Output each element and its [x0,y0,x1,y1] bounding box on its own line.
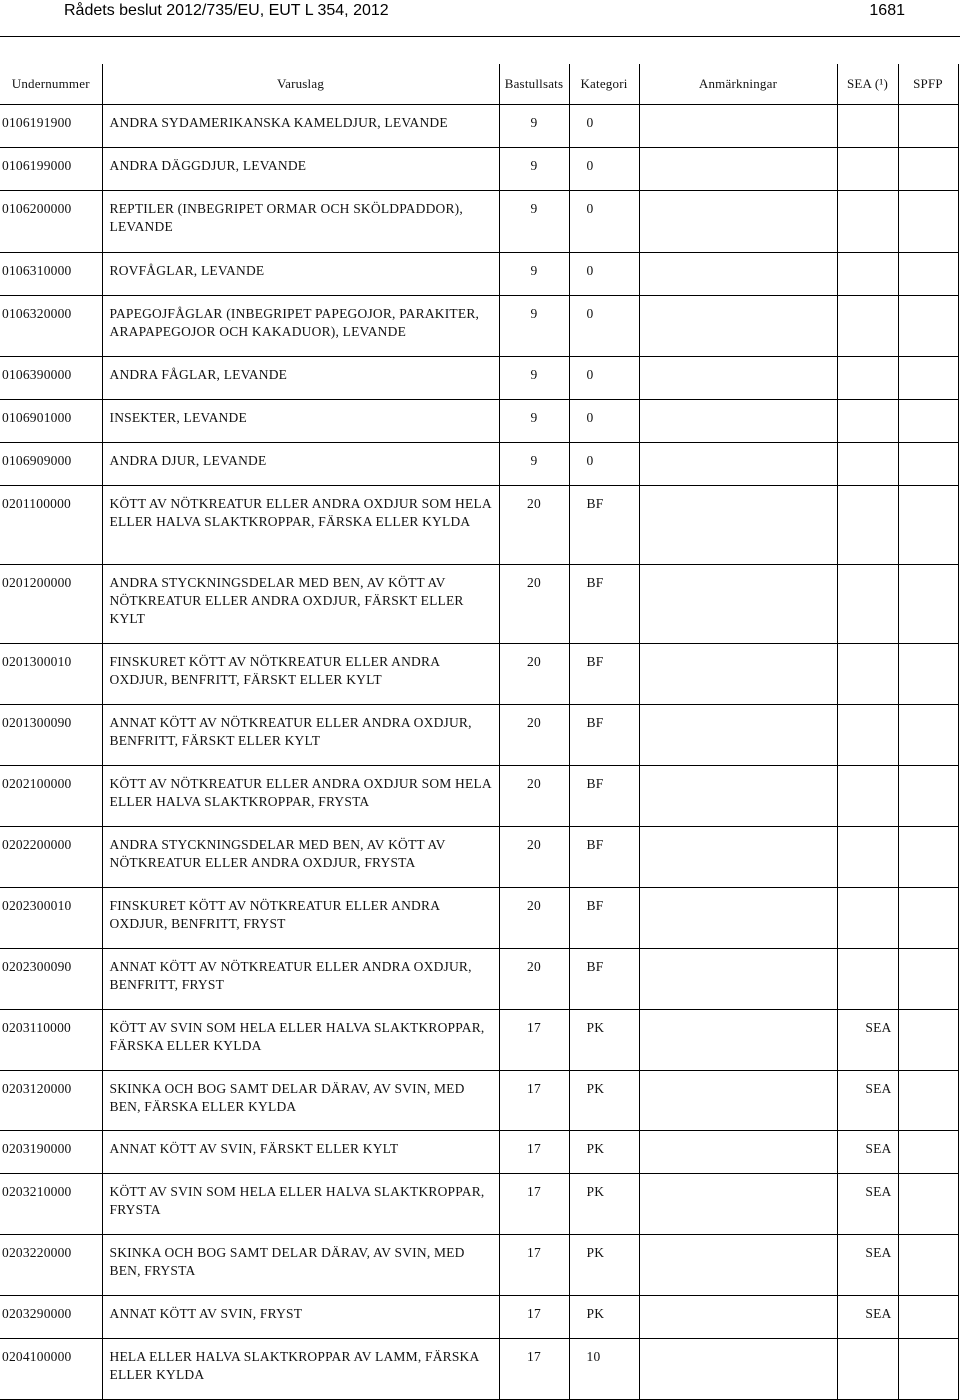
row-remarks [639,443,837,486]
row-code: 0201300090 [0,705,102,766]
row-description: ANNAT KÖTT AV SVIN, FÄRSKT ELLER KYLT [102,1131,499,1174]
row-code: 0201300010 [0,644,102,705]
row-category: 0 [569,357,639,400]
row-sea: SEA [837,1296,898,1339]
row-spfp [898,253,958,296]
row-category: PK [569,1235,639,1296]
row-remarks [639,565,837,644]
row-category: 0 [569,296,639,357]
row-sea: SEA [837,1235,898,1296]
row-description: FINSKURET KÖTT AV NÖTKREATUR ELLER ANDRA OXDJUR, BENFRITT, FÄRSKT ELLER KYLT [102,644,499,705]
row-base-rate: 17 [499,1174,569,1235]
row-base-rate: 17 [499,1339,569,1400]
column-header-varuslag: Varuslag [102,64,499,105]
table-row [0,644,958,705]
row-spfp [898,1071,958,1131]
row-category: 0 [569,400,639,443]
row-description: PAPEGOJFÅGLAR (INBEGRIPET PAPEGOJOR, PARAKITER, ARAPAPEGOJOR OCH KAKADUOR), LEVANDE [102,296,499,357]
table-row [0,1235,958,1296]
row-spfp [898,949,958,1010]
row-sea [837,400,898,443]
column-header-sea: SEA (¹) [837,64,898,105]
row-category: BF [569,565,639,644]
row-base-rate: 17 [499,1071,569,1131]
row-description: ANNAT KÖTT AV NÖTKREATUR ELLER ANDRA OXDJUR, BENFRITT, FRYST [102,949,499,1010]
row-description: ANNAT KÖTT AV NÖTKREATUR ELLER ANDRA OXDJUR, BENFRITT, FÄRSKT ELLER KYLT [102,705,499,766]
row-remarks [639,1174,837,1235]
row-sea [837,486,898,565]
table-row [0,1071,958,1131]
row-spfp [898,1174,958,1235]
row-sea [837,148,898,191]
row-base-rate: 17 [499,1010,569,1071]
row-base-rate: 9 [499,191,569,253]
table-row [0,443,958,486]
tariff-table [0,64,959,1400]
row-remarks [639,705,837,766]
row-code: 0106320000 [0,296,102,357]
row-code: 0106901000 [0,400,102,443]
row-sea [837,827,898,888]
row-base-rate: 20 [499,486,569,565]
row-code: 0203220000 [0,1235,102,1296]
row-code: 0202300010 [0,888,102,949]
row-spfp [898,1296,958,1339]
row-remarks [639,766,837,827]
row-spfp [898,486,958,565]
row-code: 0203190000 [0,1131,102,1174]
row-description: ROVFÅGLAR, LEVANDE [102,253,499,296]
row-base-rate: 20 [499,827,569,888]
row-spfp [898,1010,958,1071]
row-code: 0203110000 [0,1010,102,1071]
row-category: 0 [569,253,639,296]
row-description: ANDRA STYCKNINGSDELAR MED BEN, AV KÖTT AV NÖTKREATUR ELLER ANDRA OXDJUR, FÄRSKT ELLER KYLT [102,565,499,644]
row-category: 0 [569,191,639,253]
row-remarks [639,357,837,400]
row-remarks [639,400,837,443]
row-sea [837,443,898,486]
row-description: ANDRA DÄGGDJUR, LEVANDE [102,148,499,191]
row-spfp [898,443,958,486]
row-spfp [898,191,958,253]
page-title: Rådets beslut 2012/735/EU, EUT L 354, 2012 [64,2,389,19]
row-description: SKINKA OCH BOG SAMT DELAR DÄRAV, AV SVIN, MED BEN, FRYSTA [102,1235,499,1296]
row-remarks [639,253,837,296]
row-remarks [639,1131,837,1174]
column-header-bastullsats: Bastullsats [499,64,569,105]
row-remarks [639,888,837,949]
row-code: 0203290000 [0,1296,102,1339]
column-header-kategori: Kategori [569,64,639,105]
row-remarks [639,827,837,888]
table-row [0,357,958,400]
table-row [0,191,958,253]
row-base-rate: 9 [499,253,569,296]
row-description: SKINKA OCH BOG SAMT DELAR DÄRAV, AV SVIN, MED BEN, FÄRSKA ELLER KYLDA [102,1071,499,1131]
row-category: PK [569,1010,639,1071]
row-category: 0 [569,105,639,148]
row-code: 0202100000 [0,766,102,827]
table-row [0,400,958,443]
row-remarks [639,644,837,705]
row-remarks [639,1235,837,1296]
row-sea [837,644,898,705]
row-sea [837,191,898,253]
row-remarks [639,1296,837,1339]
row-sea [837,296,898,357]
row-sea [837,565,898,644]
row-remarks [639,105,837,148]
row-description: FINSKURET KÖTT AV NÖTKREATUR ELLER ANDRA OXDJUR, BENFRITT, FRYST [102,888,499,949]
header-rule [0,36,960,37]
row-category: PK [569,1071,639,1131]
row-sea: SEA [837,1010,898,1071]
row-spfp [898,105,958,148]
row-remarks [639,148,837,191]
row-base-rate: 9 [499,443,569,486]
row-description: KÖTT AV NÖTKREATUR ELLER ANDRA OXDJUR SOM HELA ELLER HALVA SLAKTKROPPAR, FÄRSKA ELLER KYLDA [102,486,499,565]
row-base-rate: 20 [499,766,569,827]
row-base-rate: 9 [499,105,569,148]
table-row [0,565,958,644]
table-row [0,1296,958,1339]
row-code: 0106909000 [0,443,102,486]
table-row [0,888,958,949]
row-code: 0106310000 [0,253,102,296]
row-sea [837,253,898,296]
row-base-rate: 20 [499,705,569,766]
row-spfp [898,1339,958,1400]
row-category: BF [569,827,639,888]
row-description: ANDRA SYDAMERIKANSKA KAMELDJUR, LEVANDE [102,105,499,148]
row-category: 0 [569,148,639,191]
column-header-undernummer: Undernummer [0,64,102,105]
row-code: 0203120000 [0,1071,102,1131]
row-spfp [898,296,958,357]
row-category: BF [569,644,639,705]
row-code: 0106191900 [0,105,102,148]
row-sea [837,949,898,1010]
row-spfp [898,565,958,644]
row-code: 0203210000 [0,1174,102,1235]
table-header-row [0,64,958,105]
column-header-anmarkningar: Anmärkningar [639,64,837,105]
row-sea: SEA [837,1174,898,1235]
page-number: 1681 [869,2,905,19]
row-base-rate: 9 [499,357,569,400]
row-description: KÖTT AV SVIN SOM HELA ELLER HALVA SLAKTKROPPAR, FRYSTA [102,1174,499,1235]
row-base-rate: 20 [499,565,569,644]
table-row [0,1339,958,1400]
table-row [0,705,958,766]
row-code: 0106390000 [0,357,102,400]
row-remarks [639,486,837,565]
row-category: BF [569,888,639,949]
table-row [0,105,958,148]
column-header-spfp: SPFP [898,64,958,105]
row-sea [837,357,898,400]
row-spfp [898,705,958,766]
row-base-rate: 20 [499,644,569,705]
row-base-rate: 20 [499,949,569,1010]
row-category: PK [569,1296,639,1339]
table-row [0,296,958,357]
row-description: REPTILER (INBEGRIPET ORMAR OCH SKÖLDPADDOR), LEVANDE [102,191,499,253]
row-category: 0 [569,443,639,486]
row-spfp [898,888,958,949]
row-description: ANDRA DJUR, LEVANDE [102,443,499,486]
table-row [0,1131,958,1174]
table-row [0,827,958,888]
row-spfp [898,357,958,400]
table-row [0,1174,958,1235]
row-base-rate: 17 [499,1235,569,1296]
row-code: 0202300090 [0,949,102,1010]
row-spfp [898,400,958,443]
row-remarks [639,1339,837,1400]
row-sea: SEA [837,1131,898,1174]
row-remarks [639,949,837,1010]
table-row [0,949,958,1010]
row-description: ANDRA FÅGLAR, LEVANDE [102,357,499,400]
row-remarks [639,1071,837,1131]
table-row [0,253,958,296]
table-row [0,486,958,565]
row-sea [837,888,898,949]
row-base-rate: 17 [499,1296,569,1339]
row-sea [837,105,898,148]
row-base-rate: 9 [499,400,569,443]
row-spfp [898,148,958,191]
row-category: PK [569,1131,639,1174]
row-category: BF [569,486,639,565]
row-base-rate: 17 [499,1131,569,1174]
page-header [0,0,960,38]
row-description: ANNAT KÖTT AV SVIN, FRYST [102,1296,499,1339]
row-sea: SEA [837,1071,898,1131]
row-spfp [898,1131,958,1174]
table-row [0,1010,958,1071]
table-row [0,148,958,191]
row-spfp [898,644,958,705]
row-spfp [898,766,958,827]
row-category: BF [569,705,639,766]
row-description: ANDRA STYCKNINGSDELAR MED BEN, AV KÖTT AV NÖTKREATUR ELLER ANDRA OXDJUR, FRYSTA [102,827,499,888]
row-remarks [639,1010,837,1071]
row-code: 0202200000 [0,827,102,888]
row-sea [837,766,898,827]
row-category: 10 [569,1339,639,1400]
row-code: 0106199000 [0,148,102,191]
row-base-rate: 9 [499,296,569,357]
row-spfp [898,827,958,888]
row-description: KÖTT AV SVIN SOM HELA ELLER HALVA SLAKTKROPPAR, FÄRSKA ELLER KYLDA [102,1010,499,1071]
row-code: 0201100000 [0,486,102,565]
row-category: BF [569,949,639,1010]
row-code: 0201200000 [0,565,102,644]
row-base-rate: 9 [499,148,569,191]
row-code: 0204100000 [0,1339,102,1400]
row-remarks [639,296,837,357]
row-description: KÖTT AV NÖTKREATUR ELLER ANDRA OXDJUR SOM HELA ELLER HALVA SLAKTKROPPAR, FRYSTA [102,766,499,827]
row-description: INSEKTER, LEVANDE [102,400,499,443]
row-sea [837,1339,898,1400]
row-spfp [898,1235,958,1296]
row-category: BF [569,766,639,827]
row-remarks [639,191,837,253]
row-base-rate: 20 [499,888,569,949]
row-description: HELA ELLER HALVA SLAKTKROPPAR AV LAMM, FÄRSKA ELLER KYLDA [102,1339,499,1400]
row-sea [837,705,898,766]
table-row [0,766,958,827]
row-category: PK [569,1174,639,1235]
row-code: 0106200000 [0,191,102,253]
